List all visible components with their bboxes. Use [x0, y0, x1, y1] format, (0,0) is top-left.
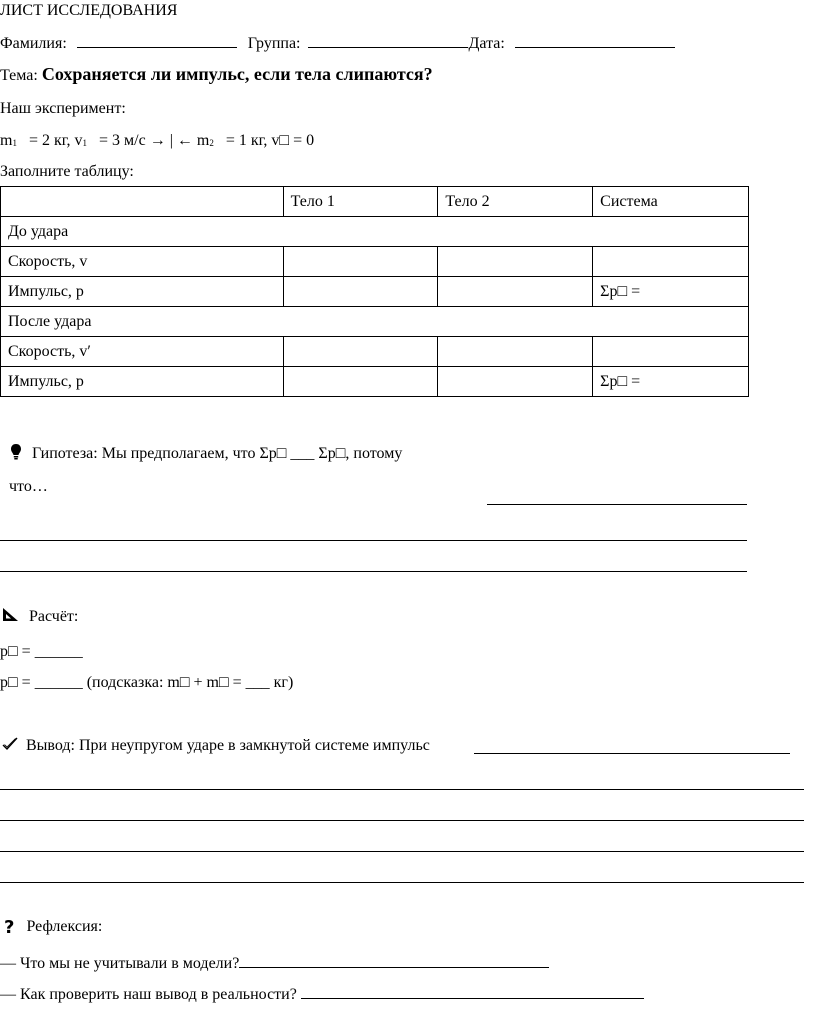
table-cell[interactable]: Σp□ =: [593, 277, 749, 307]
table-cell[interactable]: [283, 277, 438, 307]
reflection: [4, 917, 102, 938]
table-cell[interactable]: [438, 367, 593, 397]
row-label: Скорость, v: [1, 247, 284, 277]
reflection-q1: [0, 953, 549, 973]
table-row: [1, 247, 749, 277]
table-cell[interactable]: [283, 367, 438, 397]
m1-value: = 2 кг, v: [28, 132, 83, 149]
header-cell: Система: [593, 187, 749, 217]
row-label: Импульс, p: [1, 367, 284, 397]
table-cell[interactable]: [283, 247, 438, 277]
table-row: [1, 277, 749, 307]
table-cell[interactable]: [438, 337, 593, 367]
m2-value: = 1 кг, v□ = 0: [225, 132, 315, 149]
calc-line-1: p□ = ______: [0, 643, 83, 660]
reflection-q2-text: — Как проверить наш вывод в реальности?: [0, 986, 297, 1003]
hypothesis: [10, 443, 402, 466]
checkmark-icon: [2, 737, 18, 756]
conclusion-text: Вывод: При неупругом ударе в замкнутой системе импульс: [26, 737, 430, 755]
calc-label: Расчёт:: [29, 607, 79, 625]
answer-line[interactable]: [487, 504, 747, 505]
row-label: Импульс, p: [1, 277, 284, 307]
hypothesis-text: Гипотеза: Мы предполагаем, что Σp□ ___ Σp□, потому: [32, 445, 403, 463]
experiment-label: Наш эксперимент:: [0, 100, 126, 117]
answer-line[interactable]: [0, 851, 804, 852]
header-cell: [1, 187, 284, 217]
header-cell: Тело 2: [438, 187, 593, 217]
answer-line[interactable]: [0, 789, 804, 790]
m1-symbol: m: [0, 132, 13, 149]
momentum-table: [0, 186, 749, 397]
reflection-label: Рефлексия:: [26, 918, 103, 936]
calc-section: [2, 607, 78, 627]
group-label: Группа:: [247, 35, 301, 52]
v1-sub: 1: [82, 138, 88, 148]
table-cell[interactable]: [438, 277, 593, 307]
experiment-params: [0, 132, 314, 150]
table-cell[interactable]: Σp□ =: [593, 367, 749, 397]
answer-line[interactable]: [0, 571, 747, 572]
bulb-icon: [10, 443, 22, 466]
date-field[interactable]: [515, 33, 675, 48]
answer-line[interactable]: [0, 882, 804, 883]
answer-line[interactable]: [0, 820, 804, 821]
section-label: После удара: [1, 307, 749, 337]
table-cell[interactable]: [283, 337, 438, 367]
hypothesis-cont: что…: [9, 478, 48, 495]
section-row-before: [1, 217, 749, 247]
table-cell[interactable]: [593, 247, 749, 277]
table-row: [1, 337, 749, 367]
table-cell[interactable]: [438, 247, 593, 277]
v1-value: = 3 м/с → | ← m: [99, 132, 210, 149]
answer-line[interactable]: [0, 540, 747, 541]
header-cell: Тело 1: [283, 187, 438, 217]
m1-sub: 1: [12, 138, 17, 148]
surname-field[interactable]: [77, 33, 237, 48]
triangle-ruler-icon: [2, 607, 19, 627]
header-fields: [0, 33, 675, 53]
section-row-after: [1, 307, 749, 337]
row-label: Скорость, v′: [1, 337, 284, 367]
topic: [0, 64, 433, 85]
reflection-q1-field[interactable]: [239, 953, 549, 968]
reflection-q2-field[interactable]: [301, 984, 644, 999]
question-icon: ?: [4, 917, 15, 938]
worksheet-title: ЛИСТ ИССЛЕДОВАНИЯ: [0, 2, 178, 19]
table-intro: Заполните таблицу:: [0, 163, 134, 180]
answer-line[interactable]: [474, 753, 790, 754]
date-label: Дата:: [468, 35, 505, 52]
reflection-q2: [0, 984, 644, 1004]
group-field[interactable]: [308, 33, 468, 48]
surname-label: Фамилия:: [0, 35, 67, 52]
conclusion: [2, 737, 430, 756]
table-header-row: [1, 187, 749, 217]
table-row: [1, 367, 749, 397]
m2-sub: 2: [209, 138, 214, 148]
section-label: До удара: [1, 217, 749, 247]
reflection-q1-text: — Что мы не учитывали в модели?: [0, 955, 240, 972]
topic-label: Тема:: [0, 67, 38, 84]
table-cell[interactable]: [593, 337, 749, 367]
topic-question: Сохраняется ли импульс, если тела слипаются?: [41, 64, 433, 84]
calc-line-2: p□ = ______ (подсказка: m□ + m□ = ___ кг): [0, 674, 294, 691]
